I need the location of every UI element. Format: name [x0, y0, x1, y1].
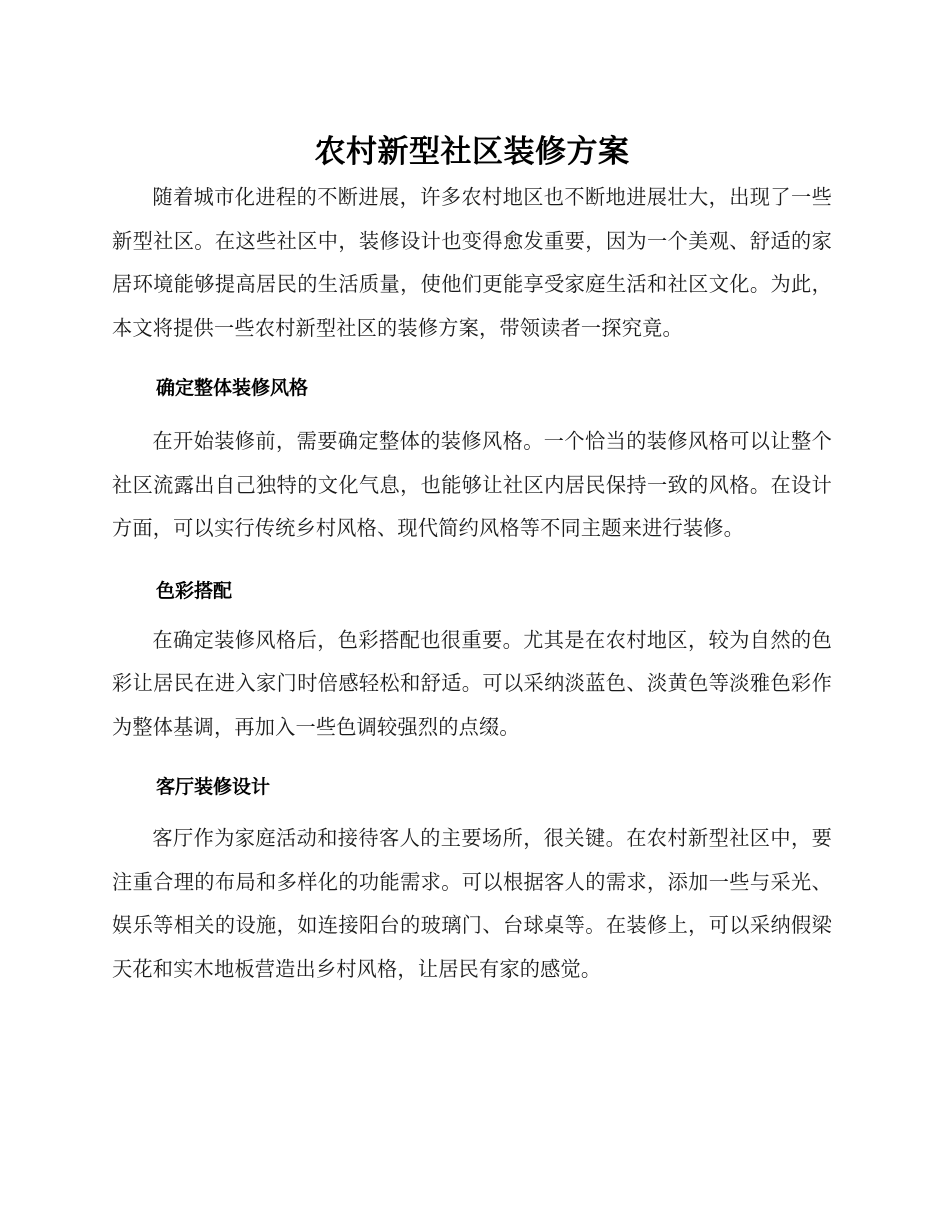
document-title: 农村新型社区装修方案 [314, 134, 630, 170]
intro-paragraph: 随着城市化进程的不断进展，许多农村地区也不断地进展壮大，出现了一些新型社区。在这些社区中，装修设计也变得愈发重要，因为一个美观、舒适的家居环境能够提高居民的生活质量，使他们更能享受家庭生活和社区文化。为此，本文将提供一些农村新型社区的装修方案，带领读者一探究竟。 [112, 185, 832, 340]
section-body-color-matching: 在确定装修风格后，色彩搭配也很重要。尤其是在农村地区，较为自然的色彩让居民在进入家门时倍感轻松和舒适。可以采纳淡蓝色、淡黄色等淡雅色彩作为整体基调，再加入一些色调较强烈的点缀。 [112, 627, 832, 739]
section-heading-color-matching: 色彩搭配 [156, 579, 233, 602]
section-body-overall-style: 在开始装修前，需要确定整体的装修风格。一个恰当的装修风格可以让整个社区流露出自己独特的文化气息，也能够让社区内居民保持一致的风格。在设计方面，可以实行传统乡村风格、现代简约风格等不同主题来进行装修。 [112, 429, 832, 540]
section-body-living-room: 客厅作为家庭活动和接待客人的主要场所，很关键。在农村新型社区中，要注重合理的布局和多样化的功能需求。可以根据客人的需求，添加一些与采光、娱乐等相关的设施，如连接阳台的玻璃门、台球桌等。在装修上，可以采纳假梁天花和实木地板营造出乡村风格，让居民有家的感觉。 [112, 826, 832, 981]
section-heading-living-room: 客厅装修设计 [156, 776, 271, 798]
document-page [112, 130, 832, 991]
section-heading-overall-style: 确定整体装修风格 [156, 377, 309, 399]
